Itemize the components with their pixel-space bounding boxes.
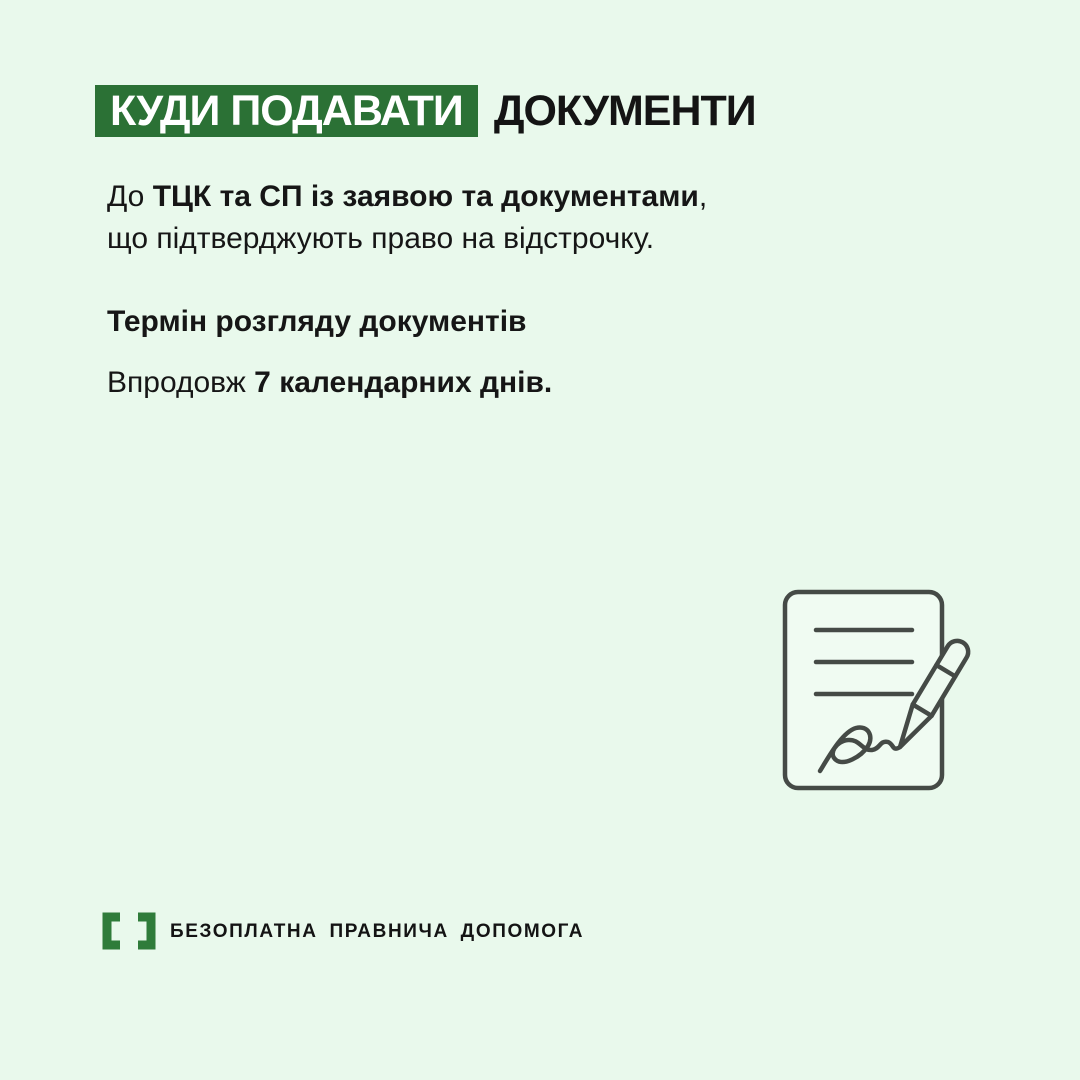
page-title-rest: ДОКУМЕНТИ (493, 87, 756, 135)
intro-line2: що підтверджують право на відстрочку. (107, 222, 655, 255)
intro-bold: ТЦК та СП із заявою та документами (152, 180, 699, 213)
page-title-highlighted: КУДИ ПОДАВАТИ (95, 85, 478, 137)
footer-logo (100, 912, 584, 950)
term-prefix: Впродовж (107, 366, 255, 399)
term-paragraph (107, 362, 552, 404)
footer-logo-text: БЕЗОПЛАТНА ПРАВНИЧА ДОПОМОГА (170, 921, 585, 942)
subheading: Термін розгляду документів (107, 305, 527, 338)
intro-paragraph (107, 176, 707, 260)
page-title (95, 85, 756, 137)
paper-sheet (785, 592, 942, 788)
intro-prefix: До (107, 180, 153, 213)
square-brackets-logo-icon (100, 912, 158, 950)
intro-suffix: , (698, 180, 708, 213)
document-signature-icon (782, 586, 974, 791)
term-bold: 7 календарних днів. (254, 366, 553, 399)
